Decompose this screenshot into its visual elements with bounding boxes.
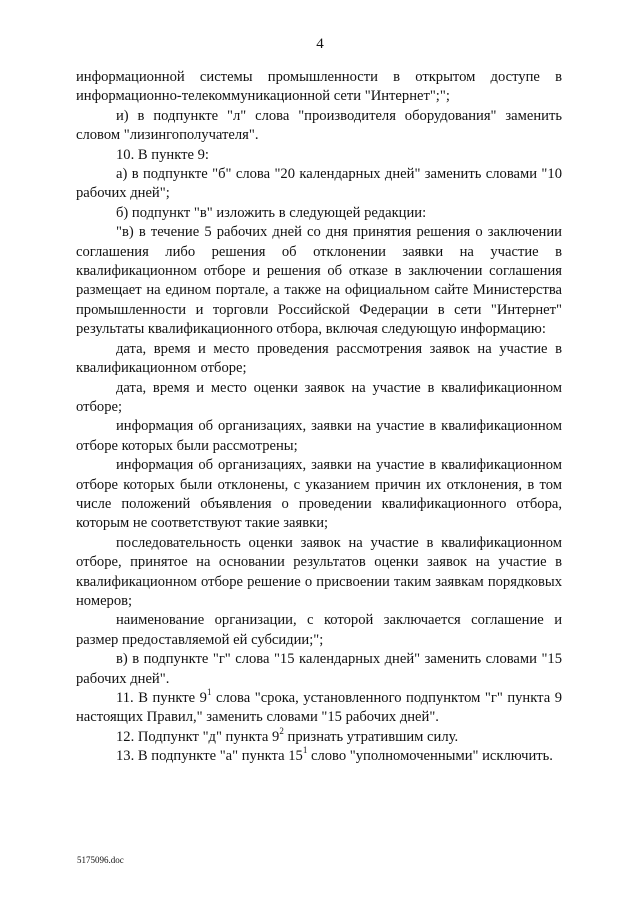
paragraph: наименование организации, с которой заключается соглашение и размер предоставляемой ей субсидии;"; [76,612,562,648]
paragraph: 10. В пункте 9: [116,146,209,163]
paragraph: и) в подпункте "л" слова "производителя оборудования" заменить словом "лизингополучателя". [76,107,562,144]
paragraph: информация об организациях, заявки на участие в квалификационном отборе которых были отклонены, с указанием причин их отклонения, в том числе положений объявления о проведении квалификационного отбора, которым не соответствуют такие заявки; [76,457,562,532]
item-12-superscript: 2 [279,725,284,736]
paragraph-item-11 [76,689,562,728]
item-11-lead: 11. В пункте 9 [116,690,207,706]
document-body [76,68,562,767]
paragraph: а) в подпункте "б" слова "20 календарных дней" заменить словами "10 рабочих дней"; [76,166,562,202]
item-13-lead: 13. В подпункте "а" пункта 15 [116,748,303,765]
item-12-lead: 12. Подпункт "д" пункта 9 [116,728,280,745]
item-12-rest: признать утратившим силу. [283,728,459,745]
paragraph: дата, время и место проведения рассмотрения заявок на участие в квалификационном отборе; [76,340,562,377]
paragraph: "в) в течение 5 рабочих дней со дня принятия решения о заключении соглашения либо решения об отклонении заявки на участие в квалификационном отборе и решения об отказе в заключении соглашения размещает на едином портале, а также на официальном сайте Министерства промышленности и торговли Российской Федерации в сети "Интернет" результаты квалификационного отбора, включая следующую информацию: [76,224,562,338]
item-13-superscript: 1 [302,745,308,756]
paragraph: дата, время и место оценки заявок на участие в квалификационном отборе; [76,379,562,415]
paragraph-item-12 [76,725,562,747]
paragraph-item-13 [76,747,562,766]
paragraph: б) подпункт "в" изложить в следующей редакции: [116,204,427,221]
item-13-rest: слово "уполномоченными" исключить. [307,748,553,765]
item-11-superscript: 1 [206,687,212,698]
paragraph: информация об организациях, заявки на участие в квалификационном отборе которых были рассмотрены; [76,418,562,454]
paragraph: в) в подпункте "г" слова "15 календарных дней" заменить словами "15 рабочих дней". [76,651,562,687]
paragraph: информационной системы промышленности в открытом доступе в информационно-телекоммуникационной сети "Интернет";"; [76,69,562,105]
paragraph: последовательность оценки заявок на участие в квалификационном отборе, принятое на основании результатов оценки заявок на участие в квалификационном отборе решение о присвоении таким заявкам порядковых номеров; [76,534,562,609]
footer-filename: 5175096.doc [77,855,124,865]
page-number: 4 [316,36,324,52]
item-11-rest: слова "срока, установленного подпунктом "г" пункта 9 настоящих Правил," заменить словами "15 рабочих дней". [76,690,562,726]
